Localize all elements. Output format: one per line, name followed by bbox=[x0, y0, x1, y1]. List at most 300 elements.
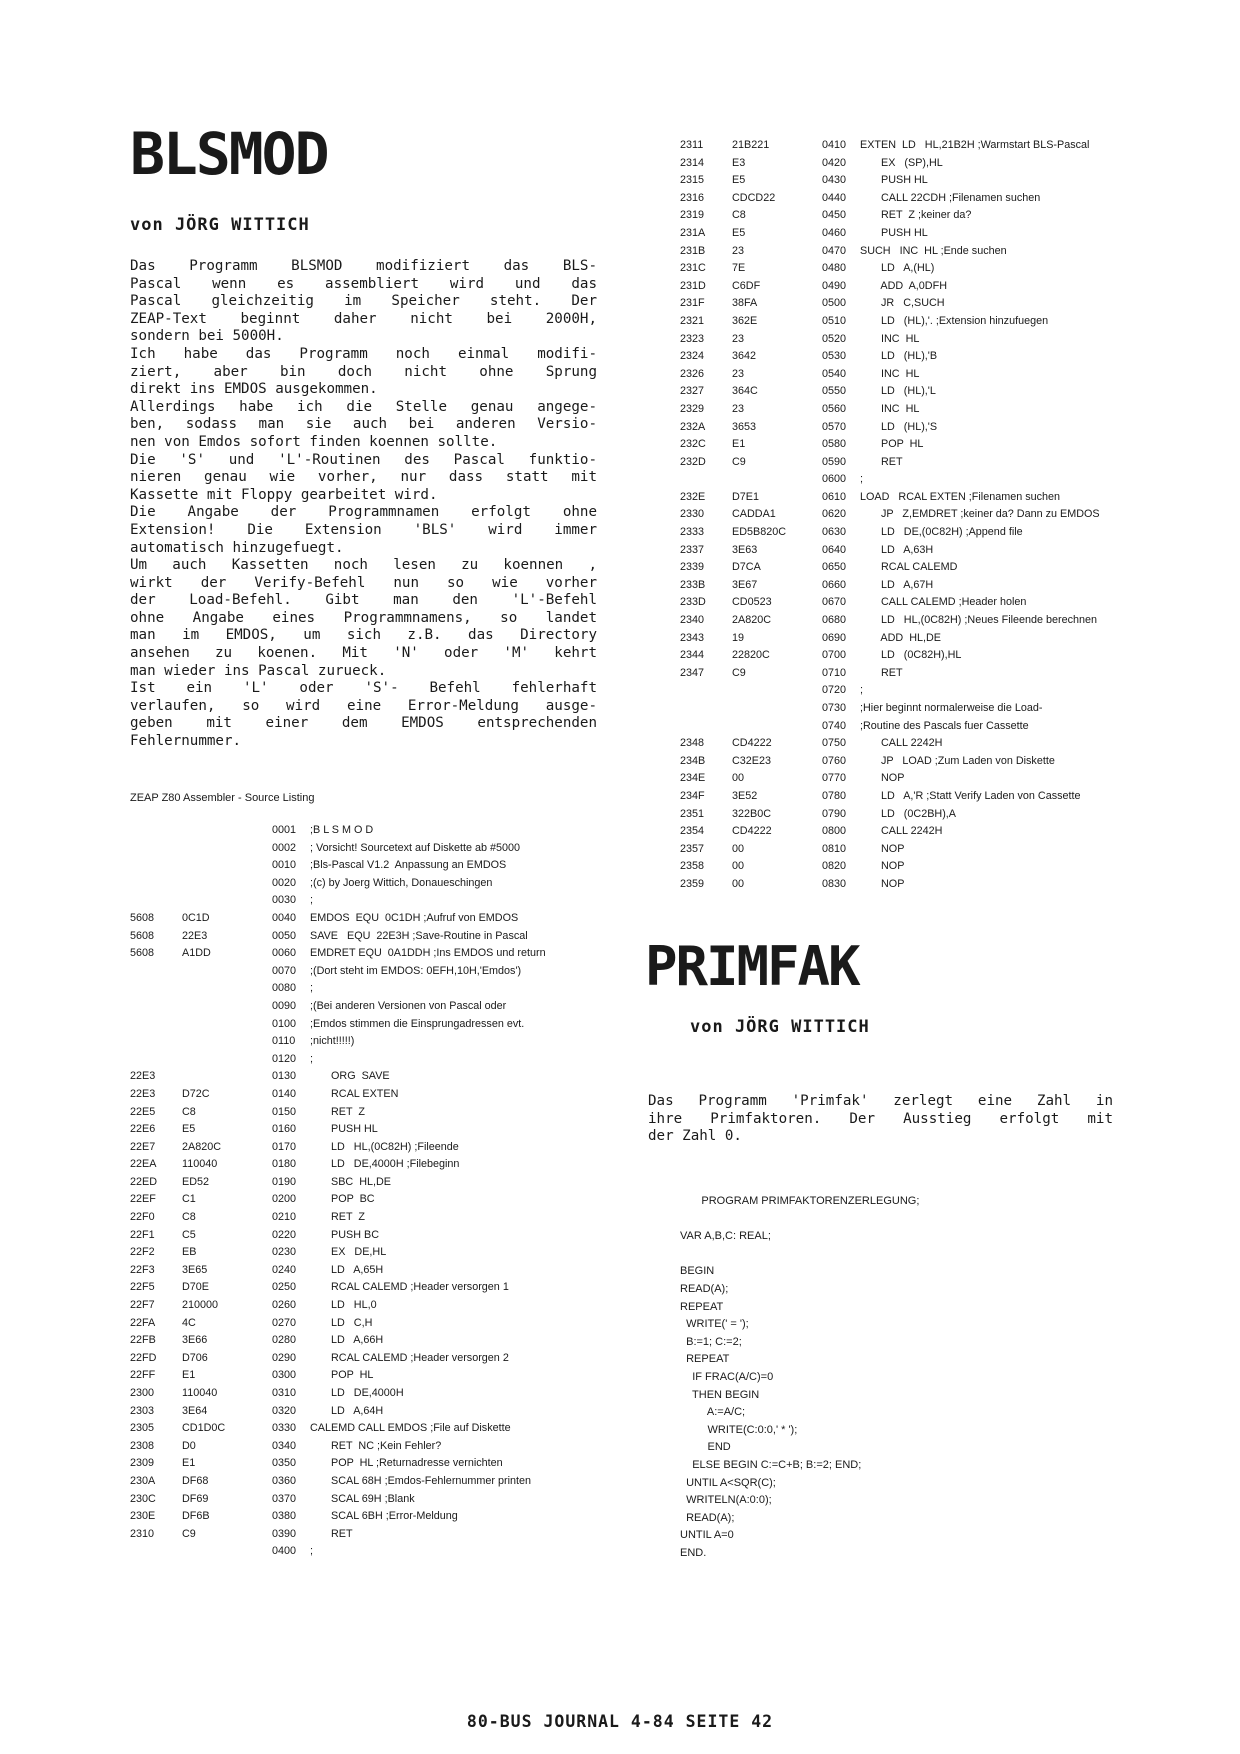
source: LD A,67H bbox=[860, 578, 934, 591]
listing-row bbox=[130, 1244, 546, 1262]
listing-row bbox=[130, 1156, 546, 1174]
listing-row bbox=[130, 822, 546, 840]
address: 2305 bbox=[130, 1422, 155, 1435]
program-line: UNTIL A<SQR(C); bbox=[680, 1476, 776, 1489]
source: LD (HL),'. ;Extension hinzufuegen bbox=[860, 314, 1049, 327]
listing-row bbox=[130, 1332, 546, 1350]
address: 22FF bbox=[130, 1369, 156, 1382]
line-number: 0690 bbox=[822, 631, 847, 644]
listing-row bbox=[680, 419, 1100, 437]
object-code: 2A820C bbox=[732, 614, 772, 627]
address: 2314 bbox=[680, 156, 705, 169]
source: LD (HL),'B bbox=[860, 350, 938, 363]
object-code: DF68 bbox=[182, 1474, 209, 1487]
address: 2344 bbox=[680, 649, 705, 662]
listing-row bbox=[680, 665, 1100, 683]
line-number: 0580 bbox=[822, 438, 847, 451]
object-code: 2A820C bbox=[182, 1140, 222, 1153]
address: 233D bbox=[680, 596, 706, 609]
line-number: 0360 bbox=[272, 1474, 297, 1487]
listing-row bbox=[680, 313, 1100, 331]
object-code: 4C bbox=[182, 1316, 196, 1329]
line-number: 0030 bbox=[272, 894, 297, 907]
source: EMDRET EQU 0A1DDH ;Ins EMDOS und return bbox=[310, 947, 546, 960]
listing-row bbox=[680, 436, 1100, 454]
address: 2359 bbox=[680, 877, 705, 890]
line-number: 0720 bbox=[822, 684, 847, 697]
source: CALL 22CDH ;Filenamen suchen bbox=[860, 191, 1041, 204]
object-code: ED5B820C bbox=[732, 526, 787, 539]
line-number: 0770 bbox=[822, 772, 847, 785]
address: 231A bbox=[680, 226, 706, 239]
listing-row bbox=[680, 577, 1100, 595]
text-line: ziert, aber bin doch nicht ohne Sprung bbox=[130, 363, 597, 380]
listing-row bbox=[130, 1279, 546, 1297]
object-code: CD4222 bbox=[732, 737, 772, 750]
object-code: 23 bbox=[732, 332, 745, 345]
listing-row bbox=[680, 735, 1100, 753]
source: LD DE,(0C82H) ;Append file bbox=[860, 526, 1023, 539]
address: 2357 bbox=[680, 842, 705, 855]
text-line: automatisch hinzugefuegt. bbox=[130, 539, 344, 556]
program-line: IF FRAC(A/C)=0 bbox=[680, 1370, 774, 1383]
address: 234B bbox=[680, 754, 706, 767]
listing-row bbox=[680, 366, 1100, 384]
listing-row bbox=[130, 1385, 546, 1403]
listing-row bbox=[130, 1209, 546, 1227]
address: 22F2 bbox=[130, 1246, 155, 1259]
object-code: E5 bbox=[732, 174, 746, 187]
listing-row bbox=[680, 489, 1100, 507]
address: 231F bbox=[680, 297, 705, 310]
line-number: 0370 bbox=[272, 1492, 297, 1505]
line-number: 0190 bbox=[272, 1175, 297, 1188]
address: 2339 bbox=[680, 561, 705, 574]
program-line: REPEAT bbox=[680, 1353, 730, 1366]
listing-row bbox=[680, 278, 1100, 296]
object-code: E1 bbox=[732, 438, 746, 451]
source: RCAL EXTEN bbox=[310, 1087, 399, 1100]
listing-row bbox=[130, 980, 546, 998]
source: LD (0C2BH),A bbox=[860, 807, 956, 820]
address: 22E3 bbox=[130, 1070, 156, 1083]
assembler-listing-1 bbox=[130, 822, 546, 1561]
address: 2319 bbox=[680, 209, 705, 222]
source: POP HL ;Returnadresse vernichten bbox=[310, 1457, 503, 1470]
line-number: 0390 bbox=[272, 1527, 297, 1540]
address: 2310 bbox=[130, 1527, 155, 1540]
object-code: E3 bbox=[732, 156, 746, 169]
address: 230E bbox=[130, 1510, 156, 1523]
source: CALEMD CALL EMDOS ;File auf Diskette bbox=[310, 1422, 511, 1435]
source: LD (HL),'S bbox=[860, 420, 938, 433]
line-number: 0790 bbox=[822, 807, 847, 820]
line-number: 0560 bbox=[822, 402, 847, 415]
object-code: D706 bbox=[182, 1351, 208, 1364]
source: NOP bbox=[860, 877, 905, 890]
address: 2327 bbox=[680, 385, 705, 398]
line-number: 0700 bbox=[822, 649, 847, 662]
address: 230A bbox=[130, 1474, 156, 1487]
address: 22E7 bbox=[130, 1140, 156, 1153]
source: PUSH HL bbox=[310, 1123, 378, 1136]
address: 22F3 bbox=[130, 1263, 155, 1276]
object-code: CD4222 bbox=[732, 825, 772, 838]
line-number: 0450 bbox=[822, 209, 847, 222]
listing-row bbox=[130, 928, 546, 946]
source: EX DE,HL bbox=[310, 1246, 387, 1259]
line-number: 0210 bbox=[272, 1211, 297, 1224]
object-code: C8 bbox=[732, 209, 746, 222]
source: INC HL bbox=[860, 367, 920, 380]
listing-row bbox=[130, 1491, 546, 1509]
object-code: 3E65 bbox=[182, 1263, 208, 1276]
listing-row bbox=[130, 1227, 546, 1245]
source: PUSH HL bbox=[860, 226, 928, 239]
line-number: 0340 bbox=[272, 1439, 297, 1452]
address: 2348 bbox=[680, 737, 705, 750]
line-number: 0780 bbox=[822, 789, 847, 802]
text-line: direkt ins EMDOS ausgekommen. bbox=[130, 381, 378, 398]
source: JP LOAD ;Zum Laden von Diskette bbox=[860, 754, 1055, 767]
address: 233B bbox=[680, 578, 706, 591]
object-code: 110040 bbox=[182, 1158, 218, 1171]
listing-row bbox=[130, 1086, 546, 1104]
source: LD HL,(0C82H) ;Fileende bbox=[310, 1140, 459, 1153]
source: RET NC ;Kein Fehler? bbox=[310, 1439, 442, 1452]
object-code: C9 bbox=[732, 455, 746, 468]
line-number: 0090 bbox=[272, 999, 297, 1012]
address: 22E6 bbox=[130, 1123, 156, 1136]
line-number: 0670 bbox=[822, 596, 847, 609]
line-number: 0750 bbox=[822, 737, 847, 750]
program-line: VAR A,B,C: REAL; bbox=[680, 1230, 771, 1243]
address: 22F7 bbox=[130, 1299, 155, 1312]
source: NOP bbox=[860, 860, 905, 873]
object-code: C1 bbox=[182, 1193, 196, 1206]
program-line: ELSE BEGIN C:=C+B; B:=2; END; bbox=[680, 1458, 862, 1471]
source: CALL 2242H bbox=[860, 825, 943, 838]
line-number: 0420 bbox=[822, 156, 847, 169]
source: ADD A,0DFH bbox=[860, 279, 947, 292]
text-line: ben, sodass man sie auch bei anderen Versio- bbox=[130, 416, 597, 433]
address: 2329 bbox=[680, 402, 705, 415]
address: 2316 bbox=[680, 191, 705, 204]
object-code: 19 bbox=[732, 631, 745, 644]
listing-row bbox=[130, 1420, 546, 1438]
source: LD A,66H bbox=[310, 1334, 384, 1347]
text-line: wirkt der Verify-Befehl nun so wie vorher bbox=[130, 574, 597, 591]
address: 232C bbox=[680, 438, 706, 451]
object-code: 3653 bbox=[732, 420, 757, 433]
listing-row bbox=[680, 383, 1100, 401]
line-number: 0070 bbox=[272, 964, 297, 977]
listing-row bbox=[680, 682, 1100, 700]
address: 2351 bbox=[680, 807, 705, 820]
source: SCAL 69H ;Blank bbox=[310, 1492, 415, 1505]
program-line: END. bbox=[680, 1546, 707, 1559]
line-number: 0820 bbox=[822, 860, 847, 873]
program-line: BEGIN bbox=[680, 1265, 715, 1278]
source: ; bbox=[310, 1545, 313, 1558]
object-code: 23 bbox=[732, 244, 745, 257]
listing-row bbox=[130, 1526, 546, 1544]
listing-row bbox=[130, 1438, 546, 1456]
source: LD (HL),'L bbox=[860, 385, 936, 398]
line-number: 0002 bbox=[272, 841, 297, 854]
source: ;B L S M O D bbox=[310, 824, 374, 836]
listing-header: ZEAP Z80 Assembler - Source Listing bbox=[130, 792, 315, 804]
object-code: 210000 bbox=[182, 1299, 219, 1312]
address: 2343 bbox=[680, 631, 705, 644]
source: RET Z bbox=[310, 1105, 365, 1118]
address: 22F1 bbox=[130, 1228, 155, 1241]
line-number: 0480 bbox=[822, 262, 847, 275]
listing-row bbox=[130, 1121, 546, 1139]
source: RET Z bbox=[310, 1211, 365, 1224]
object-code: 38FA bbox=[732, 297, 758, 310]
text-line: Die Angabe der Programmnamen erfolgt ohne bbox=[130, 504, 597, 521]
text-line: geben mit einer dem EMDOS entsprechenden bbox=[130, 715, 597, 732]
address: 2333 bbox=[680, 526, 705, 539]
program-line: REPEAT bbox=[680, 1300, 724, 1313]
object-code: 0C1D bbox=[182, 911, 210, 924]
line-number: 0600 bbox=[822, 473, 847, 486]
listing-row bbox=[130, 1297, 546, 1315]
line-number: 0170 bbox=[272, 1140, 297, 1153]
listing-row bbox=[680, 172, 1100, 190]
line-number: 0110 bbox=[272, 1035, 296, 1048]
source: RCAL CALEMD bbox=[860, 561, 958, 574]
listing-row bbox=[680, 770, 1100, 788]
line-number: 0430 bbox=[822, 174, 847, 187]
listing-row bbox=[680, 559, 1100, 577]
source: CALL 2242H bbox=[860, 737, 943, 750]
object-code: 23 bbox=[732, 402, 745, 415]
object-code: CD1D0C bbox=[182, 1422, 226, 1435]
object-code: 3E66 bbox=[182, 1334, 208, 1347]
text-line: Allerdings habe ich die Stelle genau angege- bbox=[130, 398, 597, 415]
text-line: man wieder ins Pascal zurueck. bbox=[130, 662, 387, 679]
text-line: Pascal wenn es assembliert wird und das bbox=[130, 275, 597, 292]
program-line: WRITE(C:0:0,' * '); bbox=[680, 1423, 798, 1436]
object-code: 00 bbox=[732, 842, 745, 855]
source: ;Routine des Pascals fuer Cassette bbox=[860, 719, 1029, 732]
source: LD A,64H bbox=[310, 1404, 384, 1417]
address: 2326 bbox=[680, 367, 705, 380]
address: 22FD bbox=[130, 1351, 157, 1364]
article-title-blsmod: BLSMOD bbox=[130, 120, 328, 188]
listing-row bbox=[130, 1174, 546, 1192]
line-number: 0570 bbox=[822, 420, 847, 433]
source: SBC HL,DE bbox=[310, 1175, 391, 1188]
line-number: 0630 bbox=[822, 526, 847, 539]
line-number: 0260 bbox=[272, 1299, 297, 1312]
listing-row bbox=[680, 823, 1100, 841]
source: LD HL,(0C82H) ;Neues Fileende berechnen bbox=[860, 614, 1098, 627]
source: ; bbox=[310, 894, 313, 907]
line-number: 0230 bbox=[272, 1246, 297, 1259]
listing-row bbox=[680, 542, 1100, 560]
line-number: 0400 bbox=[272, 1545, 297, 1558]
line-number: 0240 bbox=[272, 1263, 297, 1276]
source: ; bbox=[310, 982, 313, 995]
listing-row bbox=[680, 647, 1100, 665]
object-code: D72C bbox=[182, 1087, 210, 1100]
listing-row bbox=[130, 1051, 546, 1069]
source: JR C,SUCH bbox=[860, 297, 945, 310]
source: CALL CALEMD ;Header holen bbox=[860, 596, 1027, 609]
address: 22F5 bbox=[130, 1281, 155, 1294]
line-number: 0290 bbox=[272, 1351, 297, 1364]
listing-row bbox=[130, 1367, 546, 1385]
line-number: 0660 bbox=[822, 578, 847, 591]
object-code: E5 bbox=[732, 226, 746, 239]
listing-row bbox=[680, 806, 1100, 824]
line-number: 0001 bbox=[272, 824, 297, 836]
assembler-listing-2 bbox=[680, 137, 1100, 894]
object-code: 110040 bbox=[182, 1387, 218, 1399]
address: 232E bbox=[680, 490, 706, 503]
listing-row bbox=[130, 857, 546, 875]
source: ; Vorsicht! Sourcetext auf Diskette ab #5000 bbox=[310, 841, 521, 854]
listing-row bbox=[130, 1033, 546, 1051]
line-number: 0640 bbox=[822, 543, 847, 556]
line-number: 0810 bbox=[822, 842, 847, 855]
program-line: A:=A/C; bbox=[680, 1406, 746, 1419]
line-number: 0590 bbox=[822, 455, 847, 468]
line-number: 0050 bbox=[272, 929, 297, 942]
source: LD A,(HL) bbox=[860, 262, 935, 275]
source: INC HL bbox=[860, 332, 920, 345]
program-line: WRITELN(A:0:0); bbox=[680, 1494, 772, 1507]
address: 232A bbox=[680, 420, 706, 433]
listing-row bbox=[680, 700, 1100, 718]
address: 2324 bbox=[680, 350, 705, 363]
listing-row bbox=[680, 612, 1100, 630]
text-line: Ist ein 'L' oder 'S'- Befehl fehlerhaft bbox=[130, 680, 597, 697]
object-code: C32E23 bbox=[732, 754, 772, 767]
object-code: D70E bbox=[182, 1281, 210, 1294]
listing-row bbox=[680, 858, 1100, 876]
text-line: Das Programm 'Primfak' zerlegt eine Zahl in bbox=[648, 1093, 1113, 1109]
line-number: 0320 bbox=[272, 1404, 297, 1417]
article-text-blsmod bbox=[130, 258, 597, 751]
address: 2347 bbox=[680, 666, 705, 679]
source: ADD HL,DE bbox=[860, 631, 941, 644]
program-line bbox=[680, 1246, 919, 1264]
listing-row bbox=[680, 295, 1100, 313]
listing-row bbox=[680, 331, 1100, 349]
object-code: C6DF bbox=[732, 279, 761, 292]
text-line: Um auch Kassetten noch lesen zu koennen , bbox=[130, 557, 597, 574]
address: 22EF bbox=[130, 1193, 156, 1206]
object-code: EB bbox=[182, 1246, 197, 1259]
line-number: 0300 bbox=[272, 1369, 297, 1382]
text-line: Die 'S' und 'L'-Routinen des Pascal funktio- bbox=[130, 451, 597, 468]
source: ;Hier beginnt normalerweise die Load- bbox=[860, 702, 1043, 714]
source: ;nicht!!!!!) bbox=[310, 1035, 355, 1048]
line-number: 0150 bbox=[272, 1105, 297, 1118]
source: EX (SP),HL bbox=[860, 156, 943, 169]
line-number: 0460 bbox=[822, 226, 847, 239]
object-code: 364C bbox=[732, 385, 758, 398]
object-code: DF6B bbox=[182, 1510, 210, 1523]
pascal-program-listing bbox=[680, 1193, 919, 1562]
byline-primfak: von JÖRG WITTICH bbox=[690, 1017, 870, 1037]
text-line: ohne Angabe eines Programmnamens, so landet bbox=[130, 609, 597, 626]
listing-row bbox=[130, 963, 546, 981]
listing-row bbox=[130, 840, 546, 858]
source: ; bbox=[860, 684, 863, 697]
listing-row bbox=[680, 630, 1100, 648]
listing-row bbox=[680, 471, 1100, 489]
byline-blsmod: von JÖRG WITTICH bbox=[130, 215, 310, 235]
line-number: 0830 bbox=[822, 877, 847, 890]
object-code: C9 bbox=[182, 1527, 196, 1540]
program-line: END bbox=[680, 1441, 731, 1454]
address: 2358 bbox=[680, 860, 705, 873]
address: 22EA bbox=[130, 1158, 157, 1171]
listing-row bbox=[680, 190, 1100, 208]
object-code: 22820C bbox=[732, 649, 770, 662]
listing-row bbox=[680, 207, 1100, 225]
object-code: A1DD bbox=[182, 947, 211, 960]
address: 22E3 bbox=[130, 1087, 156, 1100]
listing-row bbox=[130, 1104, 546, 1122]
line-number: 0060 bbox=[272, 947, 297, 960]
address: 2308 bbox=[130, 1439, 155, 1452]
line-number: 0410 bbox=[822, 139, 847, 151]
line-number: 0180 bbox=[272, 1158, 297, 1171]
object-code: 22E3 bbox=[182, 929, 208, 942]
text-line: sondern bei 5000H. bbox=[130, 328, 284, 345]
object-code: 3E67 bbox=[732, 578, 758, 591]
listing-row bbox=[130, 1543, 546, 1561]
source: NOP bbox=[860, 842, 905, 855]
line-number: 0530 bbox=[822, 350, 847, 363]
address: 2303 bbox=[130, 1404, 155, 1417]
line-number: 0650 bbox=[822, 561, 847, 574]
object-code: 00 bbox=[732, 772, 745, 785]
listing-row bbox=[130, 1315, 546, 1333]
text-line: Extension! Die Extension 'BLS' wird immer bbox=[130, 521, 597, 538]
line-number: 0220 bbox=[272, 1228, 297, 1241]
line-number: 0710 bbox=[822, 666, 847, 679]
text-line: verlaufen, so wird eine Error-Meldung ausge- bbox=[130, 697, 597, 714]
listing-row bbox=[680, 524, 1100, 542]
line-number: 0100 bbox=[272, 1017, 297, 1030]
listing-row bbox=[130, 945, 546, 963]
source: LD C,H bbox=[310, 1316, 373, 1329]
line-number: 0080 bbox=[272, 982, 297, 995]
source: PUSH HL bbox=[860, 174, 928, 187]
object-code: D7E1 bbox=[732, 490, 760, 503]
address: 2323 bbox=[680, 332, 705, 345]
address: 2354 bbox=[680, 825, 705, 838]
source: RET bbox=[860, 455, 903, 468]
object-code: C9 bbox=[732, 666, 746, 679]
source: RET bbox=[860, 666, 903, 679]
listing-row bbox=[680, 243, 1100, 261]
program-line: WRITE(' = '); bbox=[680, 1318, 749, 1331]
line-number: 0120 bbox=[272, 1052, 297, 1065]
address: 22FA bbox=[130, 1316, 156, 1329]
listing-row bbox=[680, 753, 1100, 771]
address: 2321 bbox=[680, 314, 705, 327]
address: 2309 bbox=[130, 1457, 155, 1470]
line-number: 0520 bbox=[822, 332, 847, 345]
